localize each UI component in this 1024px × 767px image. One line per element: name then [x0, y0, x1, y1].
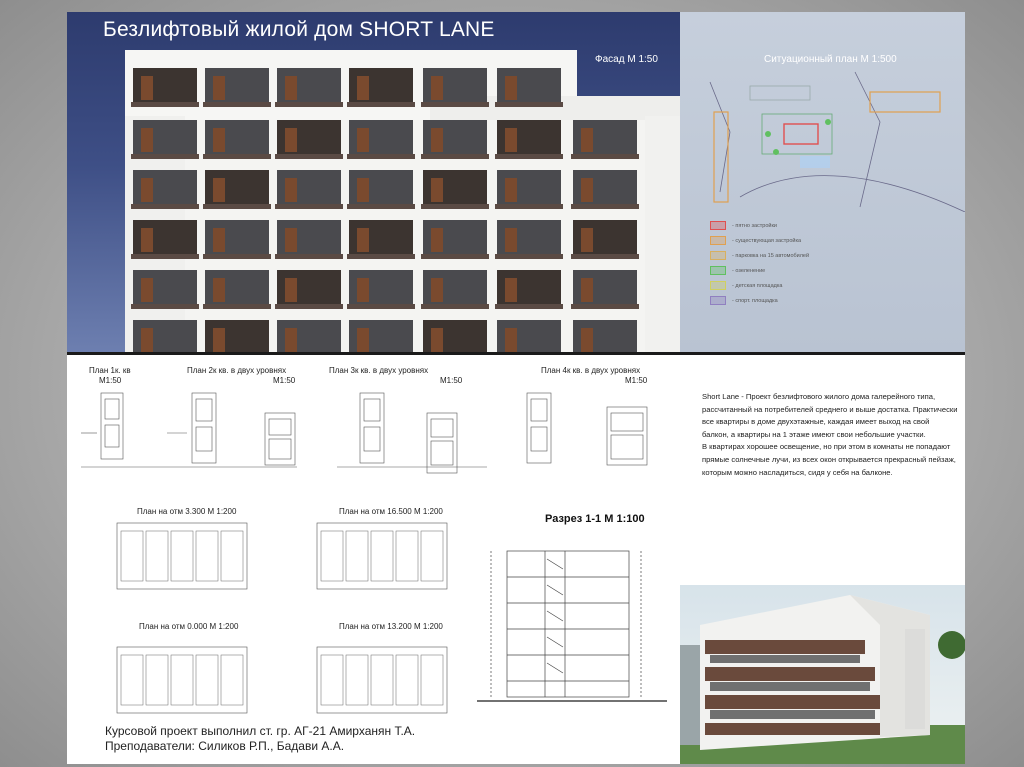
facade-door [141, 278, 153, 302]
facade-balcony [131, 154, 199, 159]
facade-balcony [275, 204, 343, 209]
facade-balcony [131, 102, 199, 107]
description-paragraph-1: Short Lane - Проект безлифтового жилого дома галерейного типа, рассчитанный на потребителей среднего и выше достатка. Практически все квартиры в доме двухэтажные, каждая имеет выход на свой балкон, а квартиры на 1 этаже имеют свои небольшие участки. [702, 392, 958, 439]
facade-door [431, 76, 443, 100]
situation-plan-label: Ситуационный план М 1:500 [764, 54, 897, 65]
floor-plan-0000-title: План на отм 0.000 М 1:200 [139, 622, 239, 631]
facade-door [505, 76, 517, 100]
facade-balcony [203, 304, 271, 309]
floorplan-unit [121, 655, 143, 705]
facade-door [581, 278, 593, 302]
legend-item [710, 293, 809, 308]
floorplan-unit [321, 655, 343, 705]
facade-balcony [275, 154, 343, 159]
facade-balcony [275, 254, 343, 259]
legend-item [710, 218, 809, 233]
facade-balcony [347, 102, 415, 107]
facade-door [581, 128, 593, 152]
facade-balcony [495, 204, 563, 209]
legend-item [710, 233, 809, 248]
floorplan-unit [221, 531, 243, 581]
floorplan-unit [346, 655, 368, 705]
facade-balcony [421, 154, 489, 159]
plans-drawing [67, 355, 680, 764]
building-render [680, 585, 965, 764]
facade-door [431, 178, 443, 202]
credits-teachers: Преподаватели: Силиков Р.П., Бадави А.А. [105, 739, 345, 753]
legend-label: - существующая застройка [732, 237, 802, 244]
facade-balcony [421, 102, 489, 107]
plan-3k-scale: М1:50 [440, 376, 463, 385]
facade-door [357, 278, 369, 302]
project-description [702, 391, 958, 479]
facade-door [505, 278, 517, 302]
floorplan-unit [196, 655, 218, 705]
facade-door [213, 128, 225, 152]
facade-door [431, 328, 443, 352]
facade-door [431, 128, 443, 152]
credits [105, 724, 415, 754]
facade-door [141, 178, 153, 202]
floorplan-unit [171, 531, 193, 581]
facade-balcony [495, 304, 563, 309]
facade-door [581, 228, 593, 252]
facade-label: Фасад М 1:50 [595, 54, 658, 65]
description-paragraph-2: В квартирах хорошее освещение, но при этом в комнаты не попадают прямые солнечные лучи, из всех окон открывается прекрасный пейзаж, которым можно насладиться, сидя у себя на балконе. [702, 442, 956, 477]
legend-item [710, 278, 809, 293]
facade-door [357, 178, 369, 202]
facade-door [357, 328, 369, 352]
legend-item [710, 248, 809, 263]
floorplan-unit [396, 655, 418, 705]
facade-balcony [275, 102, 343, 107]
legend [710, 218, 809, 308]
floorplan-unit [371, 531, 393, 581]
facade-balcony [571, 204, 639, 209]
facade-balcony [347, 204, 415, 209]
plan-4k-title: План 4к кв. в двух уровнях [541, 366, 641, 375]
floorplan-unit [346, 531, 368, 581]
plan-4k-scale: М1:50 [625, 376, 648, 385]
facade-panel [67, 12, 680, 352]
facade-door [285, 278, 297, 302]
legend-swatch [710, 266, 726, 275]
facade-door [431, 278, 443, 302]
situation-plan-panel [680, 12, 965, 352]
facade-door [141, 328, 153, 352]
legend-label: - озеленение [732, 267, 766, 274]
facade-balcony [571, 154, 639, 159]
page-title: Безлифтовый жилой дом SHORT LANE [103, 18, 495, 41]
facade-door [213, 76, 225, 100]
facade-door [581, 328, 593, 352]
facade-door [357, 228, 369, 252]
facade-door [285, 178, 297, 202]
floor-plan-3300-title: План на отм 3.300 М 1:200 [137, 507, 237, 516]
floorplan-unit [421, 655, 443, 705]
facade-door [141, 76, 153, 100]
presentation-sheet [67, 12, 965, 764]
facade-door [141, 128, 153, 152]
facade-balcony [571, 254, 639, 259]
floorplan-unit [421, 531, 443, 581]
facade-door [285, 228, 297, 252]
floorplan-unit [371, 655, 393, 705]
facade-balcony [421, 304, 489, 309]
facade-balcony [131, 204, 199, 209]
facade-door [505, 128, 517, 152]
facade-balcony [347, 154, 415, 159]
plan-2k-scale: М1:50 [273, 376, 296, 385]
facade-door [285, 328, 297, 352]
floorplan-unit [221, 655, 243, 705]
facade-door [213, 278, 225, 302]
plans-panel [67, 355, 680, 764]
floorplan-unit [146, 655, 168, 705]
facade-door [213, 178, 225, 202]
facade-balcony [203, 254, 271, 259]
facade-balcony [203, 102, 271, 107]
facade-drawing [125, 50, 685, 352]
facade-door [357, 128, 369, 152]
facade-balcony [131, 254, 199, 259]
facade-door [431, 228, 443, 252]
legend-label: - пятно застройки [732, 222, 777, 229]
section-title: Разрез 1-1 М 1:100 [545, 513, 645, 525]
legend-swatch [710, 221, 726, 230]
floor-plan-13200-title: План на отм 13.200 М 1:200 [339, 622, 443, 631]
legend-swatch [710, 236, 726, 245]
plan-2k-title: План 2к кв. в двух уровнях [187, 366, 287, 375]
facade-balcony [203, 154, 271, 159]
legend-item [710, 263, 809, 278]
facade-balcony [495, 154, 563, 159]
plan-3k-title: План 3к кв. в двух уровнях [329, 366, 429, 375]
facade-door [285, 128, 297, 152]
facade-balcony [131, 304, 199, 309]
facade-door [357, 76, 369, 100]
legend-swatch [710, 281, 726, 290]
credits-author: Курсовой проект выполнил ст. гр. АГ-21 Амирханян Т.А. [105, 724, 416, 738]
floorplan-unit [196, 531, 218, 581]
legend-label: - спорт. площадка [732, 297, 778, 304]
facade-door [213, 328, 225, 352]
plan-1k-title: План 1к. кв [89, 366, 131, 375]
facade-door [213, 228, 225, 252]
floorplan-unit [321, 531, 343, 581]
legend-label: - парковка на 15 автомобилей [732, 252, 810, 259]
floorplan-unit [396, 531, 418, 581]
facade-balcony [421, 254, 489, 259]
facade-balcony [495, 102, 563, 107]
legend-swatch [710, 251, 726, 260]
facade-balcony [571, 304, 639, 309]
facade-door [581, 178, 593, 202]
facade-door [505, 328, 517, 352]
legend-label: - детская площадка [732, 282, 783, 289]
facade-balcony [275, 304, 343, 309]
facade-balcony [347, 254, 415, 259]
facade-balcony [421, 204, 489, 209]
floorplan-unit [121, 531, 143, 581]
floorplan-unit [146, 531, 168, 581]
situation-plan-drawing [680, 12, 965, 212]
floor-plan-16500-title: План на отм 16.500 М 1:200 [339, 507, 443, 516]
floorplan-unit [171, 655, 193, 705]
facade-balcony [347, 304, 415, 309]
facade-door [505, 228, 517, 252]
facade-balcony [495, 254, 563, 259]
facade-door [505, 178, 517, 202]
facade-door [285, 76, 297, 100]
facade-door [141, 228, 153, 252]
legend-swatch [710, 296, 726, 305]
plan-1k-scale: М1:50 [99, 376, 122, 385]
facade-balcony [203, 204, 271, 209]
